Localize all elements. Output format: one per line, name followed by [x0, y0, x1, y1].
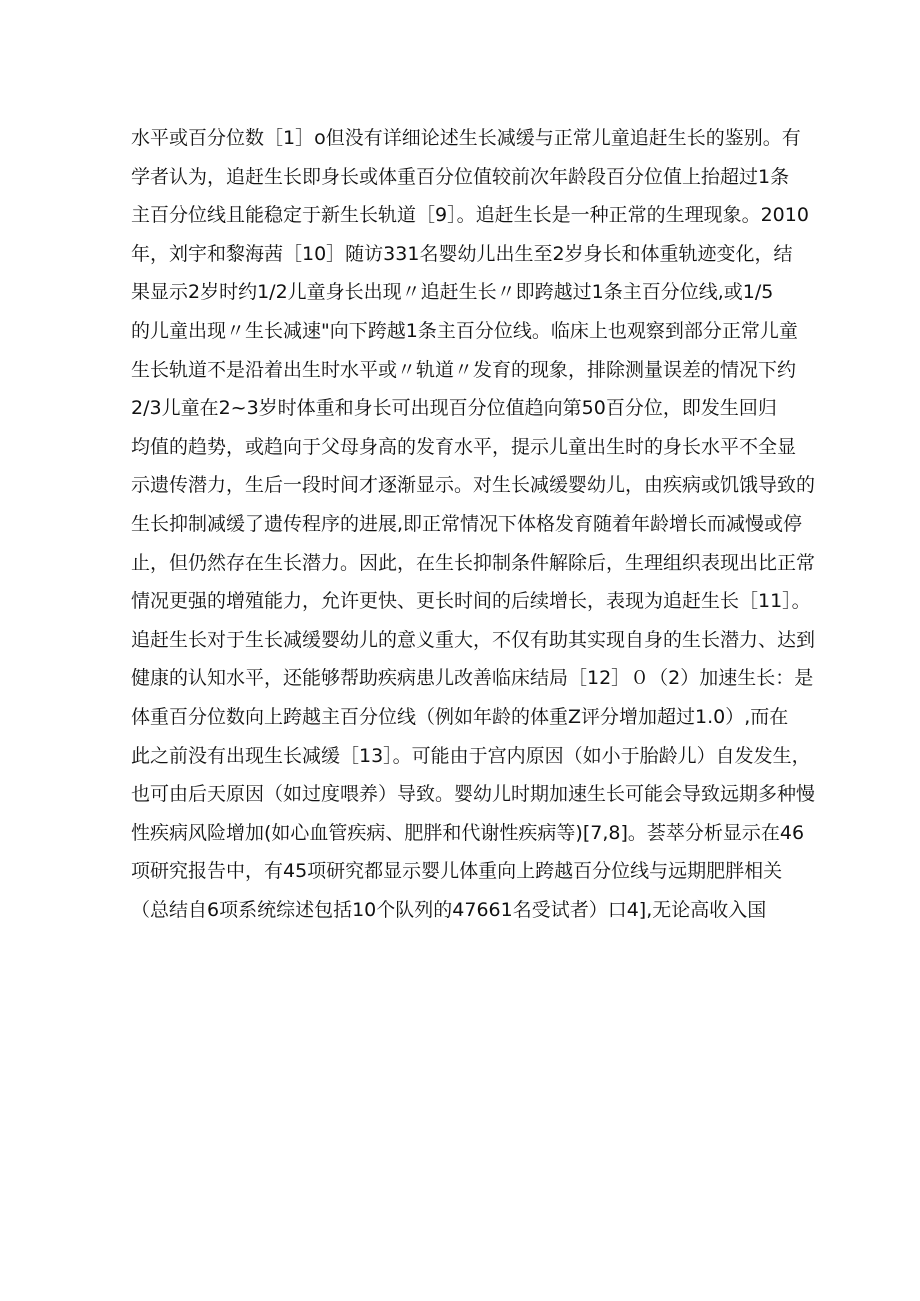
body-text [131, 119, 816, 929]
text-line: 也可由后天原因（如过度喂养）导致。婴幼儿时期加速生长可能会导致远期多种慢 [131, 783, 816, 806]
text-line: 生长抑制减缓了遗传程序的进展,即正常情况下体格发育随着年龄增长而减慢或停 [131, 512, 803, 535]
text-line: 追赶生长对于生长减缓婴幼儿的意义重大，不仅有助其实现自身的生长潜力、达到 [131, 628, 816, 651]
text-line: 果显示2岁时约1/2儿童身长出现〃追赶生长〃即跨越过1条主百分位线,或1/5 [131, 281, 774, 304]
text-line: 生长轨道不是沿着出生时水平或〃轨道〃发育的现象，排除测量误差的情况下约 [131, 358, 797, 381]
text-line: 项研究报告中，有45项研究都显示婴儿体重向上跨越百分位线与远期肥胖相关 [131, 860, 783, 883]
text-line: 情况更强的增殖能力，允许更快、更长时间的后续增长，表现为追赶生长［11］。 [131, 590, 811, 613]
text-line: （总结自6项系统综述包括10个队列的47661名受试者）口4],无论高收入国 [131, 898, 767, 921]
text-line: 此之前没有出现生长减缓［13］。可能由于宫内原因（如小于胎龄儿）自发发生， [131, 744, 811, 767]
text-line: 的儿童出现〃生长减速"向下跨越1条主百分位线。临床上也观察到部分正常儿童 [131, 319, 798, 342]
text-line: 示遗传潜力，生后一段时间才逐渐显示。对生长减缓婴幼儿，由疾病或饥饿导致的 [131, 474, 816, 497]
text-line: 均值的趋势，或趋向于父母身高的发育水平，提示儿童出生时的身长水平不全显 [131, 435, 797, 458]
text-line: 学者认为，追赶生长即身长或体重百分位值较前次年龄段百分位值上抬超过1条 [131, 165, 790, 188]
text-line: 止，但仍然存在生长潜力。因此，在生长抑制条件解除后，生理组织表现出比正常 [131, 551, 816, 574]
text-line: 年，刘宇和黎海茜［10］随访331名婴幼儿出生至2岁身长和体重轨迹变化，结 [131, 242, 793, 265]
text-line: 体重百分位数向上跨越主百分位线（例如年龄的体重Z评分增加超过1.0）,而在 [131, 705, 789, 728]
text-line: 主百分位线且能稳定于新生长轨道［9］。追赶生长是一种正常的生理现象。2010 [131, 204, 809, 227]
text-line: 性疾病风险增加(如心血管疾病、肥胖和代谢性疾病等)[7,8]。荟萃分析显示在46 [131, 821, 805, 844]
text-line: 水平或百分位数［1］o但没有详细论述生长减缓与正常儿童追赶生长的鉴别。有 [131, 127, 801, 149]
text-line: 2/3儿童在2~3岁时体重和身长可出现百分位值趋向第50百分位，即发生回归 [131, 397, 777, 420]
text-line: 健康的认知水平，还能够帮助疾病患儿改善临床结局［12］０（2）加速生长：是 [131, 667, 814, 690]
